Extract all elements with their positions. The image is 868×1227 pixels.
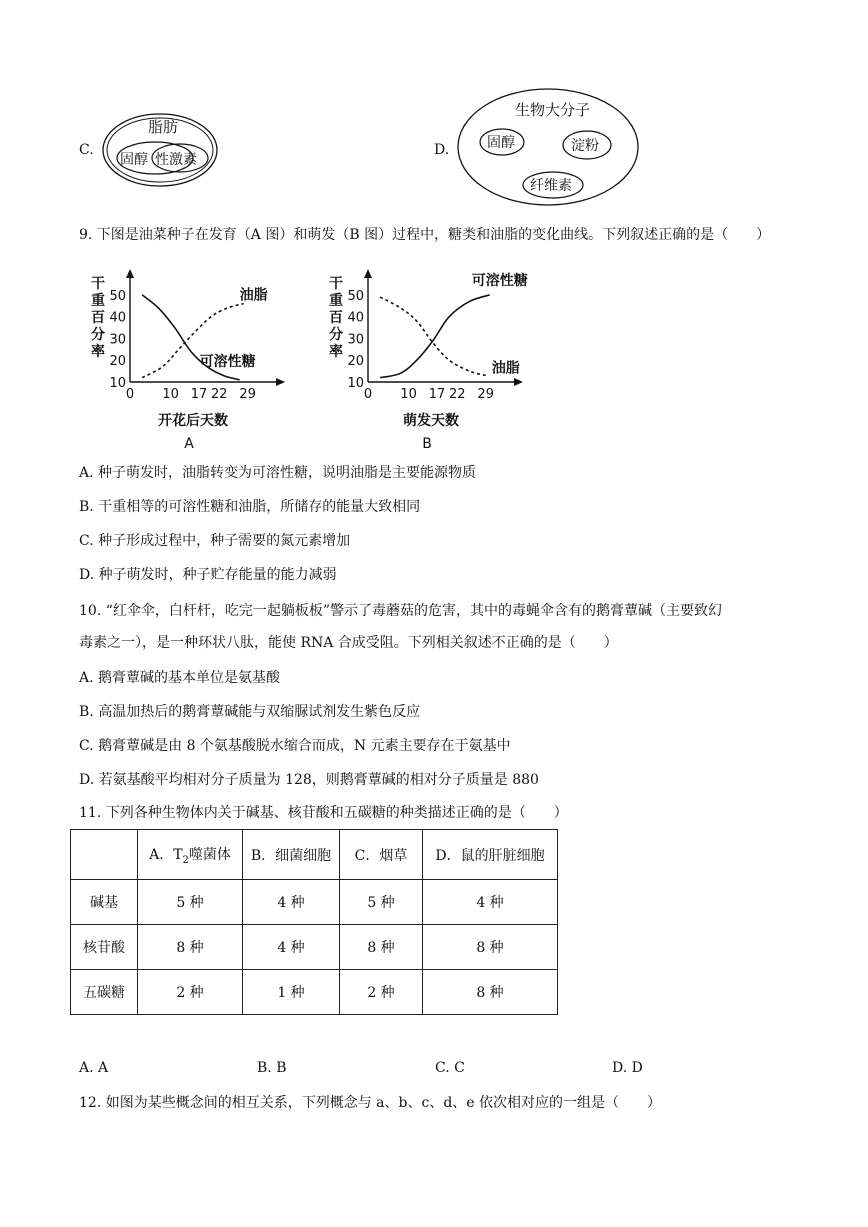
venn-diagram-c <box>100 110 230 190</box>
chart-a-ylabel-char: 分 <box>91 327 105 343</box>
q9-option-a: A. 种子萌发时，油脂转变为可溶性糖，说明油脂是主要能源物质 <box>79 465 477 481</box>
chart-a-x-tick-label: 0 <box>125 387 135 402</box>
chart-b-x-tick-label: 22 <box>449 387 466 402</box>
chart-b-y-tick-label: 20 <box>347 354 364 370</box>
q10-stem-line2: 毒素之一），是一种环状八肽，能使 RNA 合成受阻。下列相关叙述不正确的是（ ） <box>79 635 618 651</box>
row-label: 五碳糖 <box>71 970 138 1015</box>
chart-a-y-tick-label: 50 <box>109 288 126 304</box>
table-row <box>71 970 558 1015</box>
chart-b-ylabel-char: 分 <box>329 327 343 343</box>
chart-b-ylabel-char: 率 <box>329 344 343 360</box>
chart-b-x-tick-label: 17 <box>428 387 446 402</box>
table-cell: 4 种 <box>243 925 340 970</box>
table-cell: 1 种 <box>243 970 340 1015</box>
chart-b <box>323 265 548 455</box>
table-cell: 8 种 <box>138 925 243 970</box>
chart-b-series-label: 油脂 <box>491 360 520 377</box>
venn-d-item-3: 纤维素 <box>530 178 572 194</box>
chart-a-y-tick-label: 40 <box>109 310 126 326</box>
q9-option-d: D. 种子萌发时，种子贮存能量的能力减弱 <box>79 567 337 583</box>
table-cell: 5 种 <box>138 880 243 925</box>
table-cell: 8 种 <box>340 925 423 970</box>
chart-a-series-label: 油脂 <box>239 287 268 304</box>
table-cell: 2 种 <box>138 970 243 1015</box>
chart-b-y-tick-label: 50 <box>347 288 364 304</box>
chart-a-y-tick-label: 20 <box>109 354 126 370</box>
q11-choice-a: A. A <box>79 1060 109 1076</box>
q10-stem-line1: 10. “红伞伞，白杆杆，吃完一起躺板板”警示了毒蘑菇的危害，其中的毒蝇伞含有的鹅膏蕈碱（主要致幻 <box>79 603 723 619</box>
table-row <box>71 925 558 970</box>
q9-option-c: C. 种子形成过程中，种子需要的氮元素增加 <box>79 533 351 549</box>
chart-b-ylabel-char: 百 <box>329 310 343 326</box>
table-cell: 8 种 <box>423 925 558 970</box>
table-header-b: B．细菌细胞 <box>243 830 340 880</box>
chart-b-x-tick-label: 29 <box>477 387 494 402</box>
chart-a-ylabel-char: 百 <box>91 310 105 326</box>
table-header-c: C．烟草 <box>340 830 423 880</box>
venn-c-left-label: 固醇 <box>120 152 148 168</box>
chart-a-x-axis-arrow <box>276 378 285 386</box>
table-corner-cell <box>71 830 138 880</box>
chart-b-ylabel-char: 干 <box>329 276 343 292</box>
chart-a-ylabel-char: 重 <box>91 293 105 309</box>
chart-a-caption: A <box>184 436 194 452</box>
q10-option-a: A. 鹅膏蕈碱的基本单位是氨基酸 <box>79 670 281 686</box>
chart-a-y-tick-label: 10 <box>109 376 126 391</box>
chart-a-x-tick-label: 22 <box>211 387 228 402</box>
venn-diagram-d <box>455 85 645 210</box>
chart-a <box>85 265 310 455</box>
q11-stem: 11. 下列各种生物体内关于碱基、核苷酸和五碳糖的种类描述正确的是（ ） <box>79 805 568 821</box>
q9-stem: 9. 下图是油菜种子在发育（A 图）和萌发（B 图）过程中，糖类和油脂的变化曲线。下列叙述正确的是（ ） <box>79 227 771 243</box>
chart-b-caption: B <box>422 436 432 452</box>
q12-stem: 12. 如图为某些概念间的相互关系，下列概念与 a、b、c、d、e 依次相对应的一组是（ ） <box>79 1095 662 1111</box>
q9-option-b: B. 干重相等的可溶性糖和油脂，所储存的能量大致相同 <box>79 499 421 515</box>
venn-d-item-2: 淀粉 <box>571 138 599 154</box>
chart-a-series-label: 可溶性糖 <box>199 353 256 370</box>
chart-a-y-axis-arrow <box>126 269 134 278</box>
venn-c-right-label: 性激素 <box>155 152 197 168</box>
option-d-label: D. <box>434 142 450 158</box>
chart-b-y-tick-label: 10 <box>347 376 364 391</box>
q11-choice-c: C. C <box>435 1060 465 1076</box>
q11-choice-d: D. D <box>612 1060 643 1076</box>
row-label: 核苷酸 <box>71 925 138 970</box>
chart-b-x-tick-label: 0 <box>363 387 373 402</box>
chart-b-series-oil-line <box>380 297 486 375</box>
table-cell: 8 种 <box>423 970 558 1015</box>
option-c-label: C. <box>79 142 94 158</box>
table-header-a: A．$T_2$噬菌体 <box>138 830 243 880</box>
q10-option-d: D. 若氨基酸平均相对分子质量为 128，则鹅膏蕈碱的相对分子质量是 880 <box>79 772 539 788</box>
chart-a-ylabel-char: 率 <box>91 344 105 360</box>
chart-b-series-sugar-line <box>380 295 490 378</box>
q10-option-b: B. 高温加热后的鹅膏蕈碱能与双缩脲试剂发生紫色反应 <box>79 704 421 720</box>
chart-a-x-tick-label: 17 <box>190 387 208 402</box>
chart-a-x-tick-label: 10 <box>162 387 179 402</box>
chart-b-y-tick-label: 40 <box>347 310 364 326</box>
chart-a-y-tick-label: 30 <box>109 332 126 348</box>
table-header-d: D．鼠的肝脏细胞 <box>423 830 558 880</box>
chart-a-ylabel-char: 干 <box>91 276 105 292</box>
q10-option-c: C. 鹅膏蕈碱是由 8 个氨基酸脱水缩合而成，N 元素主要存在于氨基中 <box>79 738 511 754</box>
table-header-row <box>71 830 558 880</box>
table-cell: 4 种 <box>243 880 340 925</box>
chart-b-series-label: 可溶性糖 <box>471 272 528 289</box>
venn-d-item-1: 固醇 <box>487 135 515 151</box>
chart-a-xlabel: 开花后天数 <box>158 413 228 429</box>
row-label: 碱基 <box>71 880 138 925</box>
chart-b-xlabel: 萌发天数 <box>403 413 459 429</box>
table-cell: 5 种 <box>340 880 423 925</box>
chart-b-ylabel-char: 重 <box>329 293 343 309</box>
venn-c-outer-label: 脂肪 <box>148 118 179 136</box>
chart-b-x-axis-arrow <box>514 378 523 386</box>
table-cell: 4 种 <box>423 880 558 925</box>
q11-table <box>70 829 558 1015</box>
q11-choice-b: B. B <box>257 1060 287 1076</box>
table-row <box>71 880 558 925</box>
chart-a-x-tick-label: 29 <box>239 387 256 402</box>
table-cell: 2 种 <box>340 970 423 1015</box>
chart-b-y-tick-label: 30 <box>347 332 364 348</box>
venn-d-outer-label: 生物大分子 <box>515 101 591 119</box>
chart-b-x-tick-label: 10 <box>400 387 417 402</box>
chart-b-y-axis-arrow <box>364 269 372 278</box>
